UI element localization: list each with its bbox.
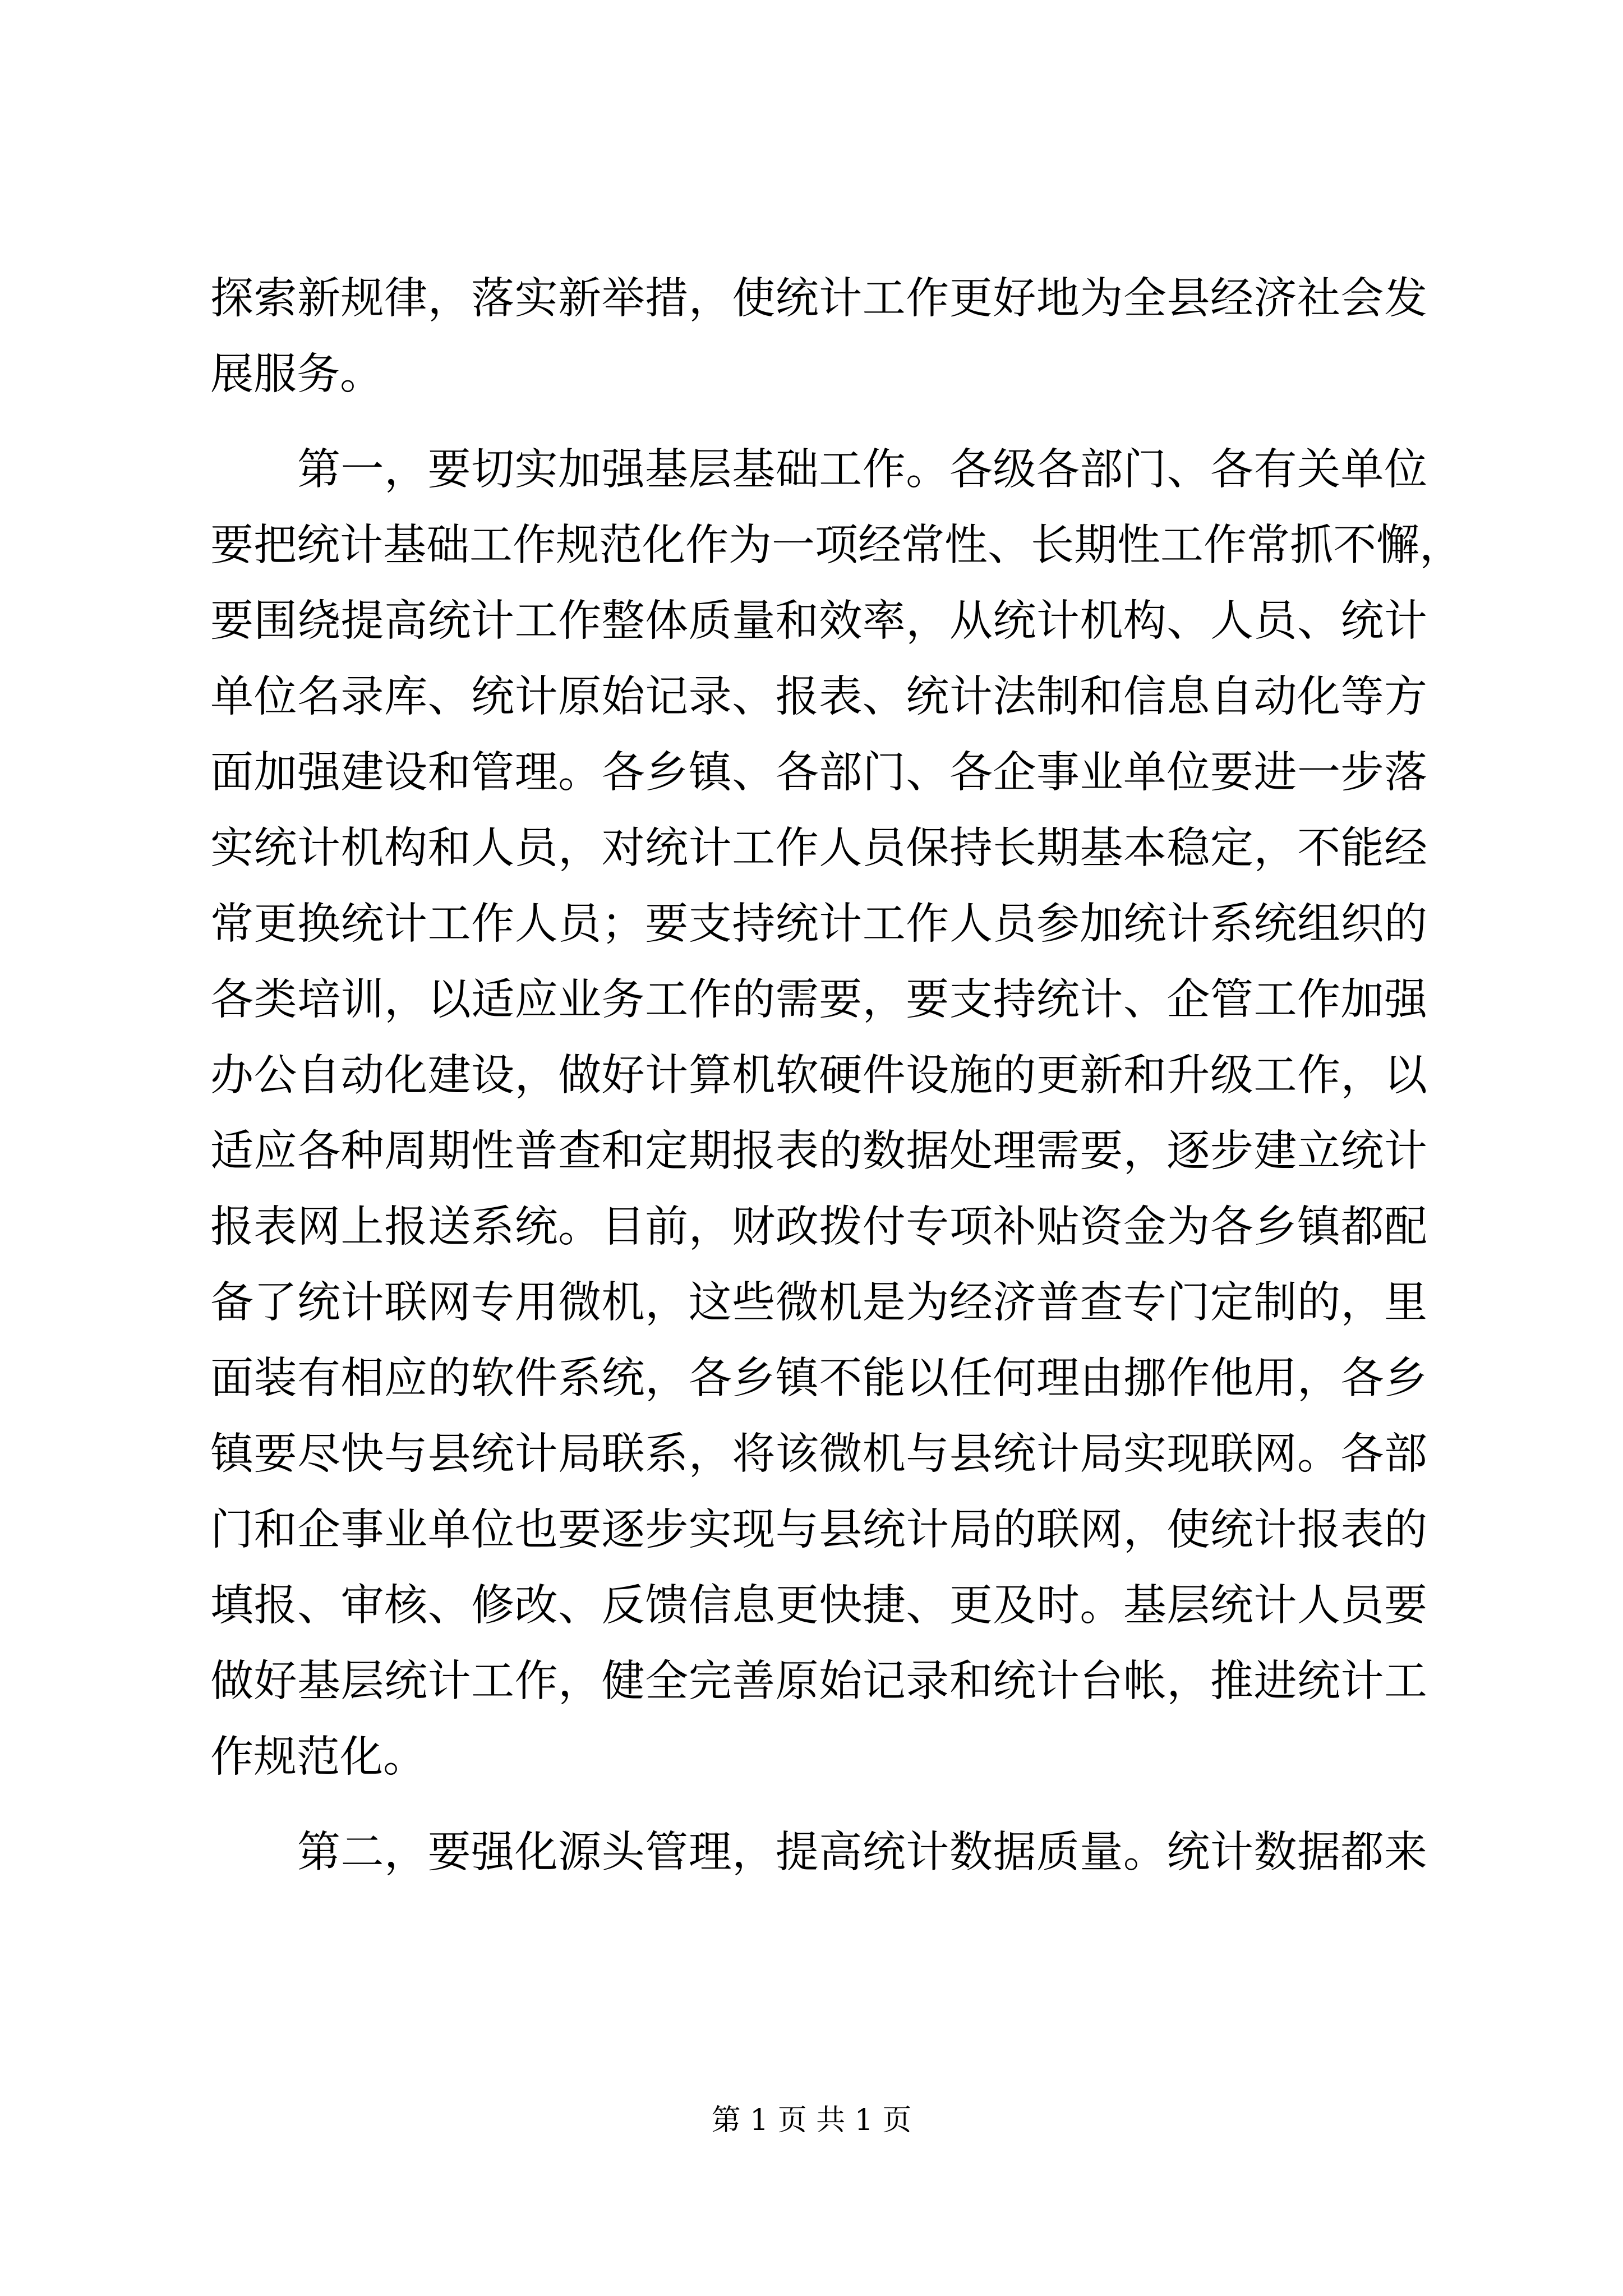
text-line: 适应各种周期性普查和定期报表的数据处理需要，逐步建立统计: [210, 1126, 1427, 1176]
text-line: 面加强建设和管理。各乡镇、各部门、各企事业单位要进一步落: [210, 748, 1427, 798]
text-line: 展服务。: [210, 349, 383, 399]
text-line: 面装有相应的软件系统，各乡镇不能以任何理由挪作他用，各乡: [210, 1354, 1427, 1404]
text-line: 第一，要切实加强基层基础工作。各级各部门、各有关单位: [210, 445, 1427, 495]
text-line: 做好基层统计工作，健全完善原始记录和统计台帐，推进统计工: [210, 1657, 1427, 1706]
text-line: 实统计机构和人员，对统计工作人员保持长期基本稳定，不能经: [210, 823, 1427, 873]
paragraph-second-point: [210, 1815, 1427, 1890]
paragraph-gap: [210, 412, 1427, 432]
text-line: 各类培训，以适应业务工作的需要，要支持统计、企管工作加强: [210, 975, 1427, 1025]
text-line: 要把统计基础工作规范化作为一项经常性、长期性工作常抓不懈，: [210, 521, 1463, 570]
page-footer: [0, 2101, 1623, 2140]
paragraph-gap: [210, 1795, 1427, 1815]
text-line: 第二，要强化源头管理，提高统计数据质量。统计数据都来: [210, 1828, 1427, 1878]
paragraph-first-point: [210, 432, 1463, 1795]
text-line: 填报、审核、修改、反馈信息更快捷、更及时。基层统计人员要: [210, 1581, 1427, 1631]
text-line: 门和企事业单位也要逐步实现与县统计局的联网，使统计报表的: [210, 1505, 1427, 1555]
text-line: 作规范化。: [210, 1732, 426, 1782]
document-body: [210, 261, 1463, 1890]
text-line: 要围绕提高统计工作整体质量和效率，从统计机构、人员、统计: [210, 596, 1427, 646]
text-line: 镇要尽快与县统计局联系，将该微机与县统计局实现联网。各部: [210, 1429, 1427, 1479]
text-line: 探索新规律，落实新举措，使统计工作更好地为全县经济社会发: [210, 274, 1427, 324]
text-line: 报表网上报送系统。目前，财政拨付专项补贴资金为各乡镇都配: [210, 1202, 1427, 1252]
text-line: 单位名录库、统计原始记录、报表、统计法制和信息自动化等方: [210, 672, 1427, 722]
text-line: 常更换统计工作人员；要支持统计工作人员参加统计系统组织的: [210, 899, 1427, 949]
paragraph-continuation: [210, 261, 1427, 412]
text-line: 备了统计联网专用微机，这些微机是为经济普查专门定制的，里: [210, 1278, 1427, 1328]
page-number-label: 第 1 页 共 1 页: [711, 2104, 912, 2137]
text-line: 办公自动化建设，做好计算机软硬件设施的更新和升级工作，以: [210, 1051, 1427, 1101]
